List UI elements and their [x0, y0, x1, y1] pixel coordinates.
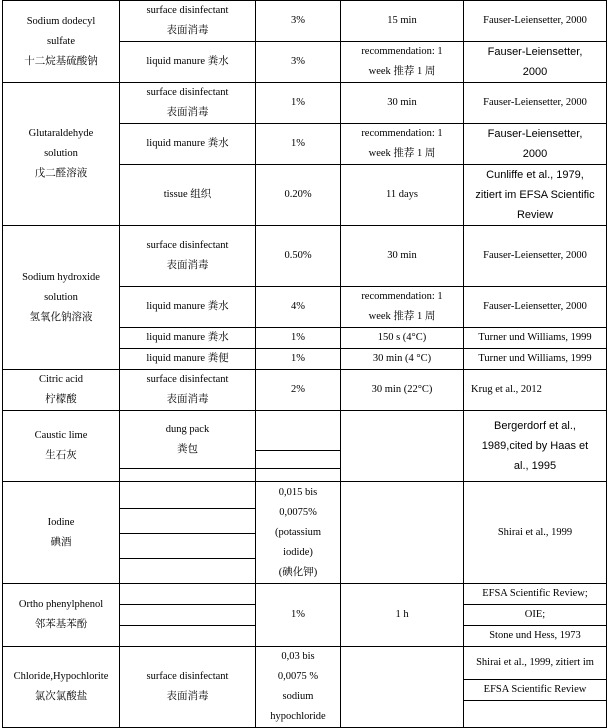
application-cell: liquid manure 粪水 — [120, 328, 256, 349]
reference-cell: Cunliffe et al., 1979, zitiert im EFSA Scientific Review — [464, 165, 607, 226]
table-row — [3, 83, 607, 124]
application-cell: tissue 组织 — [120, 165, 256, 226]
table-row — [3, 1, 607, 42]
reference-cell: Fauser-Leiensetter, 2000 — [464, 1, 607, 42]
application-cell: surface disinfectant 表面消毒 — [120, 370, 256, 411]
application-cell: liquid manure 粪水 — [120, 42, 256, 83]
empty-cell — [120, 509, 256, 534]
empty-cell — [120, 534, 256, 559]
concentration-cell: 4% — [256, 287, 341, 328]
concentration-cell: 1% — [256, 349, 341, 370]
empty-cell — [120, 584, 256, 605]
concentration-cell: 1% — [256, 83, 341, 124]
reference-cell: Stone und Hess, 1973 — [464, 626, 607, 647]
empty-cell — [464, 701, 607, 728]
reference-cell: Fauser-Leiensetter, 2000 — [464, 124, 607, 165]
substance-cell: Glutaraldehyde solution 戊二醛溶液 — [3, 83, 120, 226]
empty-cell — [256, 411, 341, 451]
table-row — [3, 226, 607, 287]
time-cell: 150 s (4°C) — [341, 328, 464, 349]
table-row — [3, 647, 607, 680]
concentration-cell: 2% — [256, 370, 341, 411]
reference-cell: Turner und Williams, 1999 — [464, 328, 607, 349]
reference-cell: Shirai et al., 1999, zitiert im — [464, 647, 607, 680]
application-cell: liquid manure 粪便 — [120, 349, 256, 370]
time-cell: recommendation: 1 week 推荐 1 周 — [341, 287, 464, 328]
concentration-cell: 1% — [256, 584, 341, 647]
application-cell: dung pack 粪包 — [120, 411, 256, 469]
time-cell: 15 min — [341, 1, 464, 42]
table-row — [3, 370, 607, 411]
substance-cell: Sodium dodecyl sulfate 十二烷基硫酸钠 — [3, 1, 120, 83]
time-cell: 30 min (4 °C) — [341, 349, 464, 370]
application-cell: liquid manure 粪水 — [120, 124, 256, 165]
reference-cell: EFSA Scientific Review — [464, 680, 607, 701]
substance-cell: Caustic lime 生石灰 — [3, 411, 120, 482]
reference-cell: Shirai et al., 1999 — [464, 482, 607, 584]
concentration-cell: 1% — [256, 124, 341, 165]
reference-cell: Bergerdorf et al., 1989,cited by Haas et al., 1995 — [464, 411, 607, 482]
empty-cell — [120, 559, 256, 584]
reference-cell: Turner und Williams, 1999 — [464, 349, 607, 370]
empty-cell — [341, 411, 464, 482]
time-cell: 11 days — [341, 165, 464, 226]
empty-cell — [341, 647, 464, 728]
substance-cell: Sodium hydroxide solution 氢氧化钠溶液 — [3, 226, 120, 370]
application-cell: surface disinfectant 表面消毒 — [120, 226, 256, 287]
empty-cell — [120, 469, 256, 482]
time-cell: recommendation: 1 week 推荐 1 周 — [341, 124, 464, 165]
time-cell: 30 min (22°C) — [341, 370, 464, 411]
empty-cell — [256, 451, 341, 469]
table-row — [3, 482, 607, 509]
reference-cell: OIE; — [464, 605, 607, 626]
application-cell: surface disinfectant 表面消毒 — [120, 647, 256, 728]
reference-cell: EFSA Scientific Review; — [464, 584, 607, 605]
empty-cell — [341, 482, 464, 584]
concentration-cell: 0.20% — [256, 165, 341, 226]
application-cell: surface disinfectant 表面消毒 — [120, 83, 256, 124]
reference-cell: Krug et al., 2012 — [464, 370, 607, 411]
concentration-cell: 0.50% — [256, 226, 341, 287]
reference-cell: Fauser-Leiensetter, 2000 — [464, 42, 607, 83]
empty-cell — [120, 605, 256, 626]
concentration-cell: 3% — [256, 42, 341, 83]
reference-cell: Fauser-Leiensetter, 2000 — [464, 287, 607, 328]
substance-cell: Chloride,Hypochlorite 氯次氯酸盐 — [3, 647, 120, 728]
empty-cell — [120, 626, 256, 647]
time-cell: 30 min — [341, 83, 464, 124]
substance-cell: Ortho phenylphenol 邻苯基苯酚 — [3, 584, 120, 647]
empty-cell — [120, 482, 256, 509]
empty-cell — [256, 469, 341, 482]
concentration-cell: 0,03 bis 0,0075 % sodium hypochloride — [256, 647, 341, 728]
time-cell: 1 h — [341, 584, 464, 647]
application-cell: liquid manure 粪水 — [120, 287, 256, 328]
application-cell: surface disinfectant 表面消毒 — [120, 1, 256, 42]
substance-cell: Iodine 碘酒 — [3, 482, 120, 584]
time-cell: recommendation: 1 week 推荐 1 周 — [341, 42, 464, 83]
table-row — [3, 584, 607, 605]
concentration-cell: 1% — [256, 328, 341, 349]
concentration-cell: 0,015 bis 0,0075% (potassium iodide) (碘化钾) — [256, 482, 341, 584]
concentration-cell: 3% — [256, 1, 341, 42]
time-cell: 30 min — [341, 226, 464, 287]
substance-cell: Citric acid 柠檬酸 — [3, 370, 120, 411]
reference-cell: Fauser-Leiensetter, 2000 — [464, 83, 607, 124]
disinfectant-table — [2, 0, 607, 728]
table-row — [3, 411, 607, 451]
reference-cell: Fauser-Leiensetter, 2000 — [464, 226, 607, 287]
